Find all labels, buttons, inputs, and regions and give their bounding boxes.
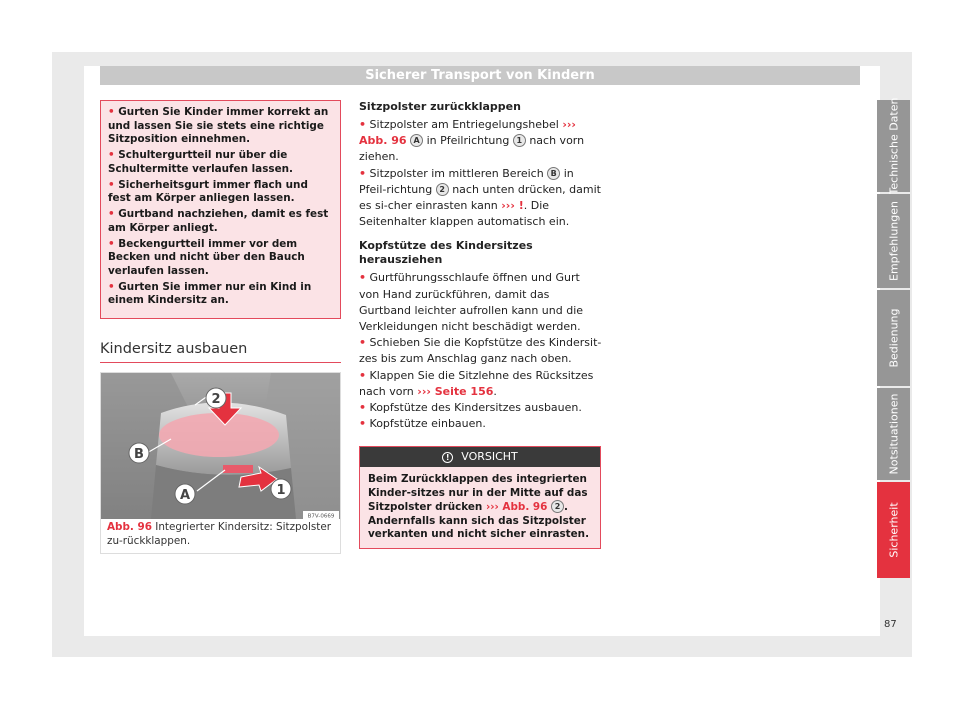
car-seat-illustration <box>101 373 340 519</box>
bullet-icon: • <box>359 336 367 350</box>
callout-a-marker: A <box>410 134 423 147</box>
caution-header: ! VORSICHT <box>360 447 600 467</box>
bullet-icon: • <box>108 280 115 293</box>
page-header: Sicherer Transport von Kindern <box>100 66 860 85</box>
warning-item: • Sicherheitsgurt immer flach und fest am Körper anliegen lassen. <box>108 178 308 204</box>
instruction-step: • Gurtführungsschlaufe öffnen und Gurt von Hand zurückführen, damit das Gurtband leichter aufrollen kann und die Verkleidungen nicht beschädigt werden. <box>359 271 584 334</box>
instructions-column <box>359 100 602 432</box>
figure-96 <box>100 372 341 554</box>
bullet-icon: • <box>108 208 115 220</box>
bullet-icon: • <box>359 368 367 382</box>
warning-box <box>100 100 341 319</box>
chapter-tabs <box>877 97 910 580</box>
tab-bedienung[interactable]: Bedienung <box>877 290 910 386</box>
caution-body: Beim Zurückklappen des integrierten Kinder-sitzes nur in der Mitte auf das Sitzpolster drücken ››› Abb. 96 2 . Andernfalls kann sich das Sitzpolster verkanten und nicht sicher einrasten. <box>360 467 600 548</box>
warning-reference-link[interactable]: ››› ! <box>501 199 524 213</box>
page-number: 87 <box>884 619 897 630</box>
warning-item: • Gurten Sie Kinder immer korrekt an und lassen Sie sie stets eine richtige Sitzposition einnehmen. <box>108 106 329 145</box>
instruction-step: • Kopfstütze des Kindersitzes ausbauen. <box>359 401 582 415</box>
warning-box-container <box>100 100 341 319</box>
svg-text:B7V-0669: B7V-0669 <box>307 513 335 519</box>
figure-caption-text: Integrierter Kindersitz: Sitzpolster zu-rückklappen. <box>107 521 332 547</box>
caution-box <box>359 446 601 549</box>
svg-text:2: 2 <box>211 392 221 407</box>
callout-b-marker: B <box>547 167 560 180</box>
bullet-icon: • <box>359 417 367 431</box>
page-reference-link[interactable]: ››› Seite 156 <box>417 384 494 398</box>
callout-1-marker: 1 <box>513 134 526 147</box>
tab-empfehlungen[interactable]: Empfehlungen <box>877 194 910 288</box>
bullet-icon: • <box>108 106 115 118</box>
bullet-icon: • <box>108 237 115 250</box>
callout-2-marker: 2 <box>551 500 564 513</box>
svg-text:B: B <box>134 447 144 462</box>
bullet-icon: • <box>359 401 367 415</box>
instruction-step: • Sitzpolster am Entriegelungshebel ››› Abb. 96 A in Pfeilrichtung 1 nach vorn ziehen. <box>359 118 585 164</box>
section-divider <box>100 362 341 363</box>
section-title: Kindersitz ausbauen <box>100 341 248 357</box>
heading-sitzpolster: Sitzpolster zurückklappen <box>359 100 521 113</box>
figure-caption <box>107 521 337 548</box>
highlight-area <box>159 413 279 457</box>
warning-icon: ! <box>518 199 524 213</box>
warning-item: • Gurten Sie immer nur ein Kind in einem Kindersitz an. <box>108 280 312 306</box>
warning-item: • Schultergurtteil nur über die Schultermitte verlaufen lassen. <box>108 149 293 175</box>
instruction-step: • Kopfstütze einbauen. <box>359 417 486 431</box>
bullet-icon: • <box>108 178 115 191</box>
figure-reference-link[interactable]: ››› Abb. 96 <box>485 501 548 513</box>
bullet-icon: • <box>359 118 367 131</box>
tab-technische-daten[interactable]: Technische Daten <box>877 100 910 192</box>
bullet-icon: • <box>359 166 367 180</box>
bullet-icon: • <box>359 271 367 285</box>
warning-item: • Gurtband nachziehen, damit es fest am Körper anliegt. <box>108 208 329 234</box>
tab-notsituationen[interactable]: Notsituationen <box>877 388 910 480</box>
caution-icon: ! <box>442 452 453 463</box>
svg-text:1: 1 <box>276 483 286 498</box>
bullet-icon: • <box>108 149 115 161</box>
instruction-step: • Klappen Sie die Sitzlehne des Rücksitzes nach vorn ››› Seite 156. <box>359 368 594 398</box>
heading-kopfstuetze: Kopfstütze des Kindersitzes herausziehen <box>359 239 533 267</box>
svg-text:A: A <box>179 488 191 503</box>
figure-label: Abb. 96 <box>107 521 152 533</box>
tab-sicherheit[interactable]: Sicherheit <box>877 482 910 578</box>
figure-reference-link[interactable]: ››› Abb. 96 <box>359 118 576 148</box>
instruction-step: • Schieben Sie die Kopfstütze des Kindersit-zes bis zum Anschlag ganz nach oben. <box>359 336 602 366</box>
callout-2-marker: 2 <box>436 183 449 196</box>
instruction-step: • Sitzpolster im mittleren Bereich B in Pfeil-richtung 2 nach unten drücken, damit es si-cher einrasten kann ››› !. Die Seitenhalter klappen automatisch ein. <box>359 166 601 229</box>
warning-item: • Beckengurtteil immer vor dem Becken und nicht über den Bauch verlaufen lassen. <box>108 237 305 277</box>
